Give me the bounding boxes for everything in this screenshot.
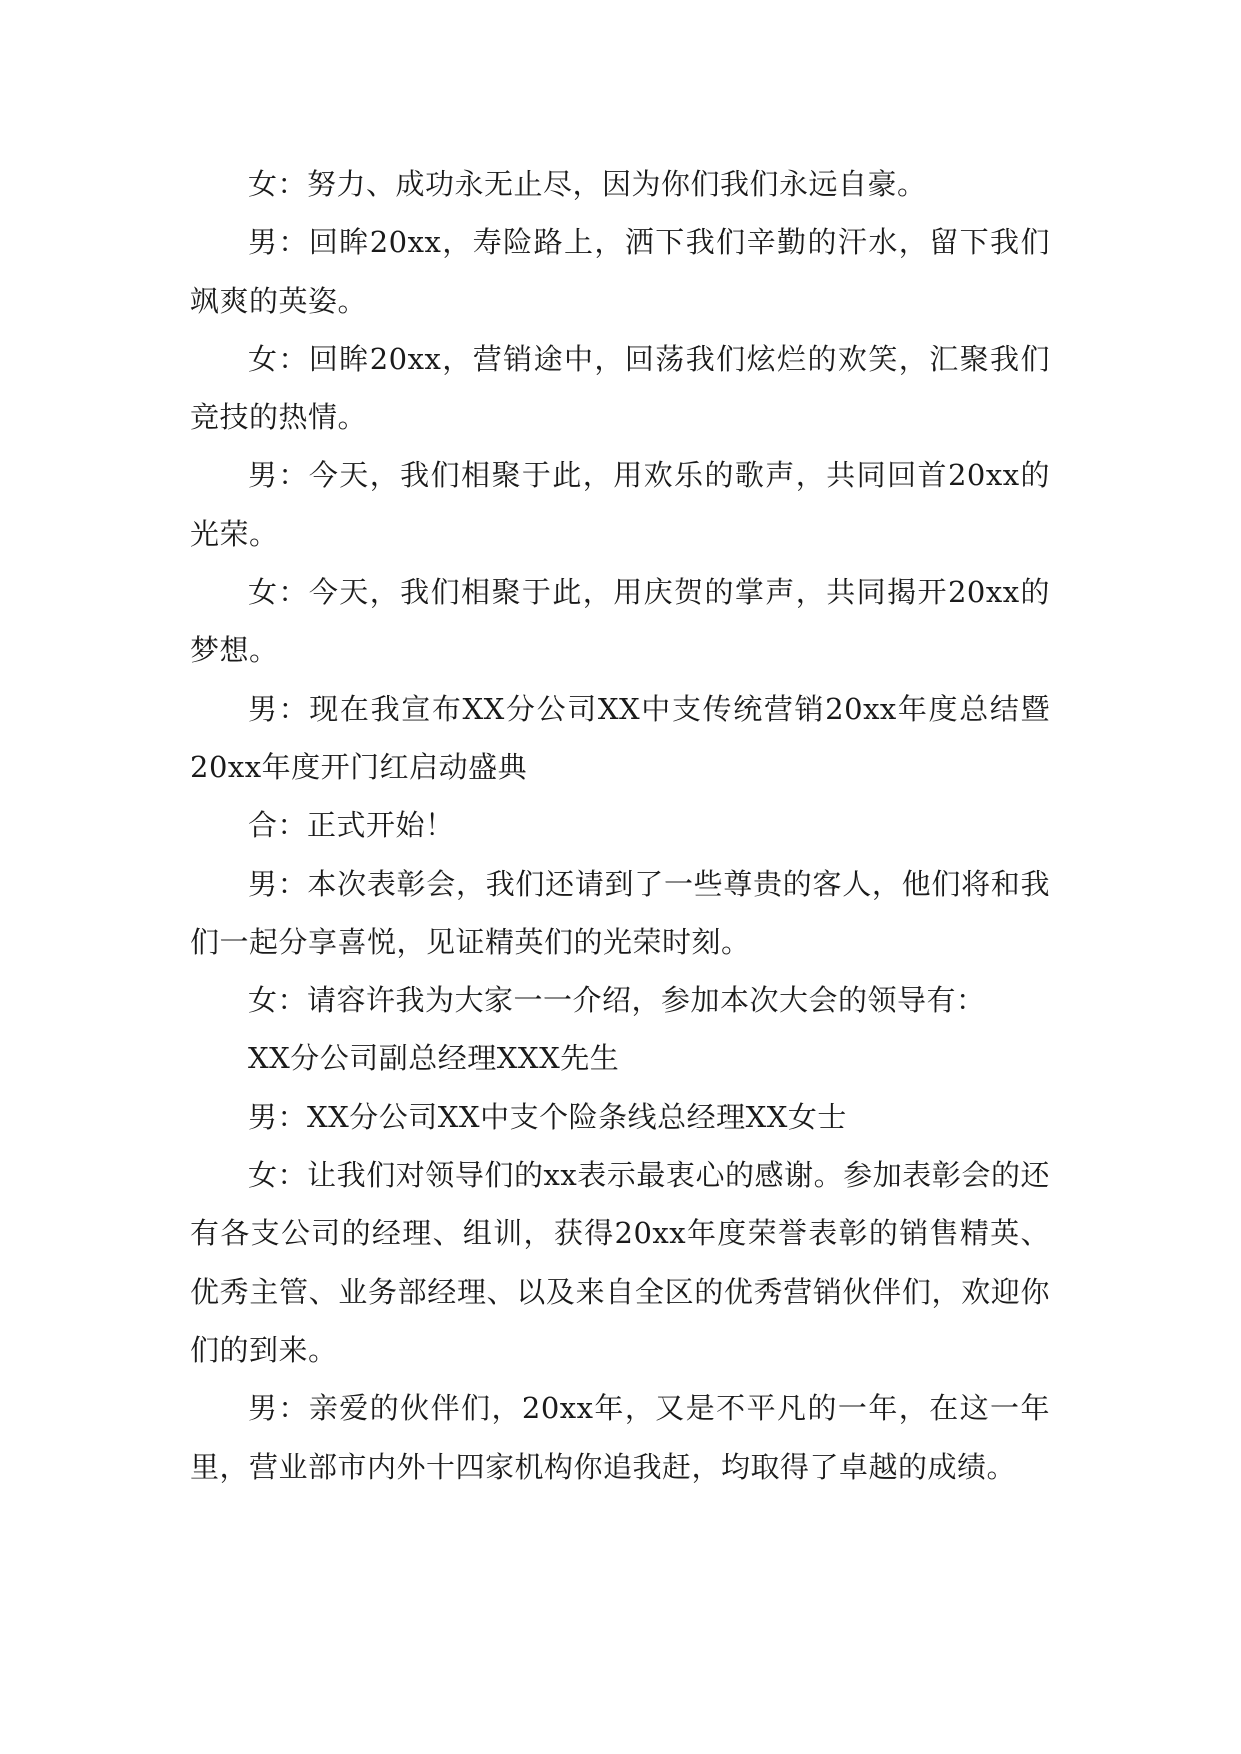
document-body (190, 155, 1050, 1496)
paragraph: 女：努力、成功永无止尽，因为你们我们永远自豪。 (248, 167, 927, 201)
paragraph: XX分公司副总经理XXX先生 (248, 1041, 620, 1076)
paragraph: 合：正式开始！ (248, 808, 455, 843)
paragraph: 男：XX分公司XX中支个险条线总经理XX女士 (248, 1099, 847, 1134)
paragraph: 男：本次表彰会，我们还请到了一些尊贵的客人，他们将和我们一起分享喜悦，见证精英们的光荣时刻。 (190, 866, 1050, 959)
paragraph: 女：请容许我为大家一一介绍，参加本次大会的领导有： (248, 983, 986, 1018)
paragraph: 女：今天，我们相聚于此，用庆贺的掌声，共同揭开20xx的梦想。 (190, 575, 1050, 668)
paragraph: 男：今天，我们相聚于此，用欢乐的歌声，共同回首20xx的光荣。 (190, 458, 1050, 551)
paragraph: 男：回眸20xx，寿险路上，洒下我们辛勤的汗水，留下我们飒爽的英姿。 (190, 225, 1050, 318)
paragraph: 女：让我们对领导们的xx表示最衷心的感谢。参加表彰会的还有各支公司的经理、组训，获得20xx年度荣誉表彰的销售精英、优秀主管、业务部经理、以及来自全区的优秀营销伙伴们，欢迎你们的到来。 (190, 1158, 1050, 1367)
paragraph: 男：亲爱的伙伴们，20xx年，又是不平凡的一年，在这一年里，营业部市内外十四家机构你追我赶，均取得了卓越的成绩。 (190, 1391, 1050, 1484)
paragraph: 女：回眸20xx，营销途中，回荡我们炫烂的欢笑，汇聚我们竞技的热情。 (190, 341, 1050, 435)
paragraph: 男：现在我宣布XX分公司XX中支传统营销20xx年度总结暨20xx年度开门红启动盛典 (190, 691, 1050, 784)
